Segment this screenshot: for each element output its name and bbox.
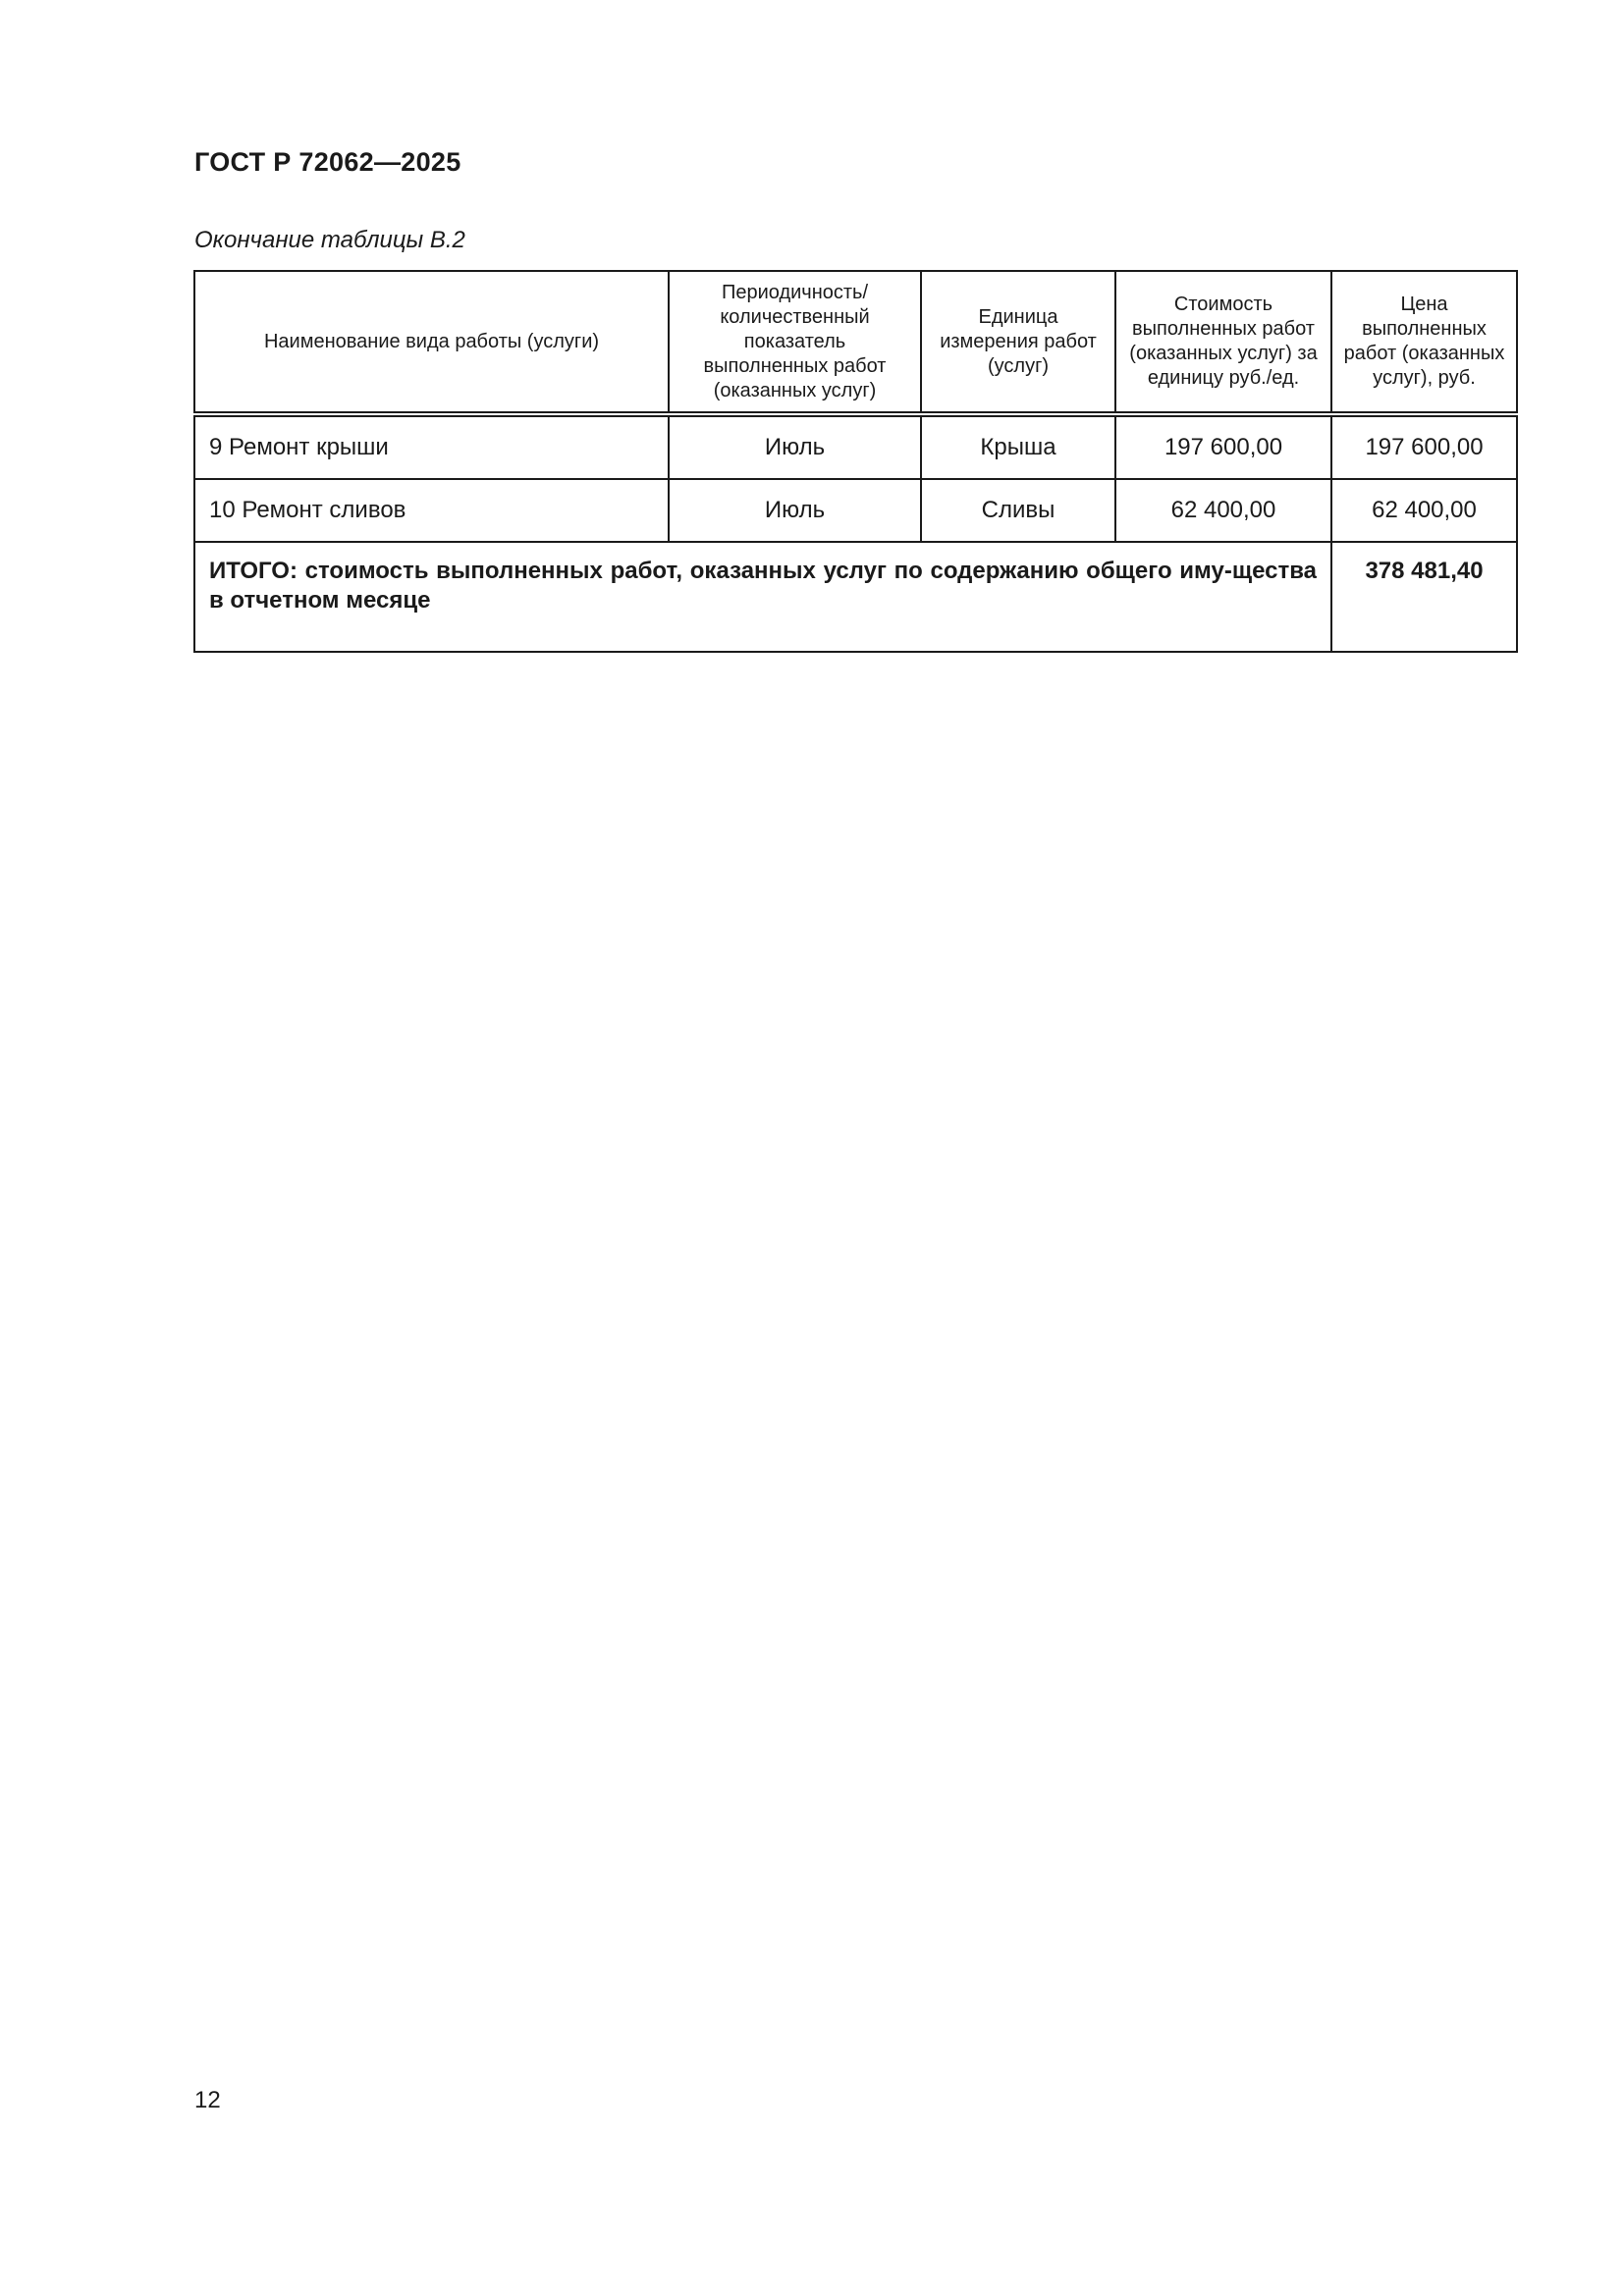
cell-price: 62 400,00	[1331, 479, 1517, 542]
cell-unit-cost: 197 600,00	[1115, 414, 1331, 479]
cell-unit-cost: 62 400,00	[1115, 479, 1331, 542]
column-header-unit: Единица измерения работ (услуг)	[921, 271, 1115, 414]
column-header-price: Цена выполненных работ (оказанных услуг), руб.	[1331, 271, 1517, 414]
cell-price: 197 600,00	[1331, 414, 1517, 479]
cell-name: 9 Ремонт крыши	[194, 414, 669, 479]
document-header: ГОСТ Р 72062—2025	[194, 147, 461, 177]
column-header-name: Наименование вида работы (услуги)	[194, 271, 669, 414]
column-header-period: Периодичность/ количественный показатель выполненных работ (оказанных услуг)	[669, 271, 921, 414]
table-header-row	[194, 271, 1517, 414]
table-row	[194, 414, 1517, 479]
cell-unit: Крыша	[921, 414, 1115, 479]
total-value: 378 481,40	[1331, 542, 1517, 652]
table-row	[194, 479, 1517, 542]
cell-name: 10 Ремонт сливов	[194, 479, 669, 542]
table-caption: Окончание таблицы В.2	[194, 227, 465, 253]
column-header-unit-cost: Стоимость выполненных работ (оказанных услуг) за единицу руб./ед.	[1115, 271, 1331, 414]
services-table	[193, 270, 1518, 653]
cell-unit: Сливы	[921, 479, 1115, 542]
total-label: ИТОГО: стоимость выполненных работ, оказанных услуг по содержанию общего иму-щества в отчетном месяце	[194, 542, 1331, 652]
total-row	[194, 542, 1517, 652]
page-number: 12	[194, 2087, 221, 2113]
cell-period: Июль	[669, 414, 921, 479]
cell-period: Июль	[669, 479, 921, 542]
